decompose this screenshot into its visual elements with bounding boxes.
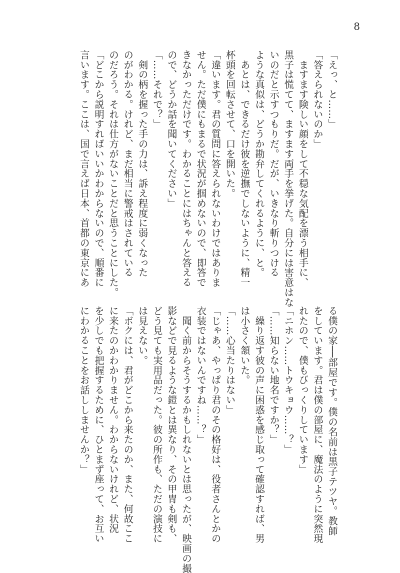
text-line: を少しでも把握するために、ひとまず座って、お互い (92, 306, 104, 544)
text-line: は小さく頷いた。 (238, 306, 250, 386)
text-line: 衣装ではないんですね……？」 (194, 306, 206, 445)
text-line: 「えっ、と……」 (326, 50, 337, 130)
text-line: をしています。君は僕の部屋に、魔法のように突然現 (311, 306, 323, 544)
text-line: 「……それで？」 (150, 50, 162, 130)
text-line: せん。ただ僕にもまるで状況が掴めないので、即答で (194, 50, 206, 288)
text-line: 「違います。君の質問に答えられないわけではありま (209, 50, 221, 288)
text-line: に来たのかわかりません。わからないけれど、状況 (107, 306, 119, 534)
text-line: きなかっただけです。わかることにはちゃんと答える (180, 50, 192, 288)
text-line: 「答えられないのか」 (311, 50, 323, 149)
text-line: 黒子は慌てて、ますます両手を挙げた。自分には害意はな (282, 50, 294, 308)
text-line: 「じゃあ、やっぱり君のその格好は、役者さんとかの (209, 306, 221, 544)
text-line: る僕の家──部屋です。僕の名前は黒子テツヤ。教師 (326, 306, 337, 536)
text-line: 「……知らない地名ですか？」 (267, 306, 279, 445)
text-line: 繰り返す彼の声に困惑を感じ取って確認すれば、男 (253, 306, 265, 544)
text-line: ような真似は、どうか勘弁してくれるように、と。 (253, 50, 265, 278)
page-number: 8 (353, 22, 360, 33)
text-block-lower (75, 306, 338, 573)
text-line: あとは、できるだけ彼を逆撫でしないように、精一 (238, 50, 250, 288)
text-line: 言います。ここは、国で言えば日本、首都の東京にあ (77, 50, 89, 288)
text-line: ので、どうか話を聞いてください」 (165, 50, 177, 209)
text-line: は見えない。 (136, 306, 148, 366)
text-block-upper (75, 50, 338, 308)
text-line: どう見ても実用品だった。彼の所作も、ただの演技に (150, 306, 162, 544)
text-line: にわかることをお話ししませんか？」 (77, 306, 89, 475)
text-line: 「……心当たりはない」 (223, 306, 235, 415)
text-line: 聞く前からそうするかもしれないとは思ったが、映画の撮 (180, 306, 192, 573)
text-line: れたので、僕もびっくりしています」 (296, 306, 308, 475)
text-line: 「ボクには、君がどこから来たのか、また、何故ここ (121, 306, 133, 544)
text-line: 影などで見るような鎧とは異なり、その甲冑も剣も、 (165, 306, 177, 544)
text-line: ますます険しい顔をして不穏な気配を漂う相手に、 (296, 50, 308, 288)
text-line: のだろう。それは仕方がないことだと思うことにした。 (107, 50, 119, 298)
text-line: いのだと示すつもりだ。だが、いきなり斬りつける (267, 50, 279, 278)
text-line: 杯頭を回転させて、口を開いた。 (223, 50, 235, 199)
text-line: 剣の柄を握った手の力は、訴え程度に弱くなった (136, 50, 148, 278)
text-line: 「どこから説明すればいいかわからないので、順番に (92, 50, 104, 288)
text-line: のがわかる。けれど、まだ相当に警戒はされている (121, 50, 133, 278)
text-line: 「ニホン……トウキョウ……？」 (282, 306, 294, 455)
